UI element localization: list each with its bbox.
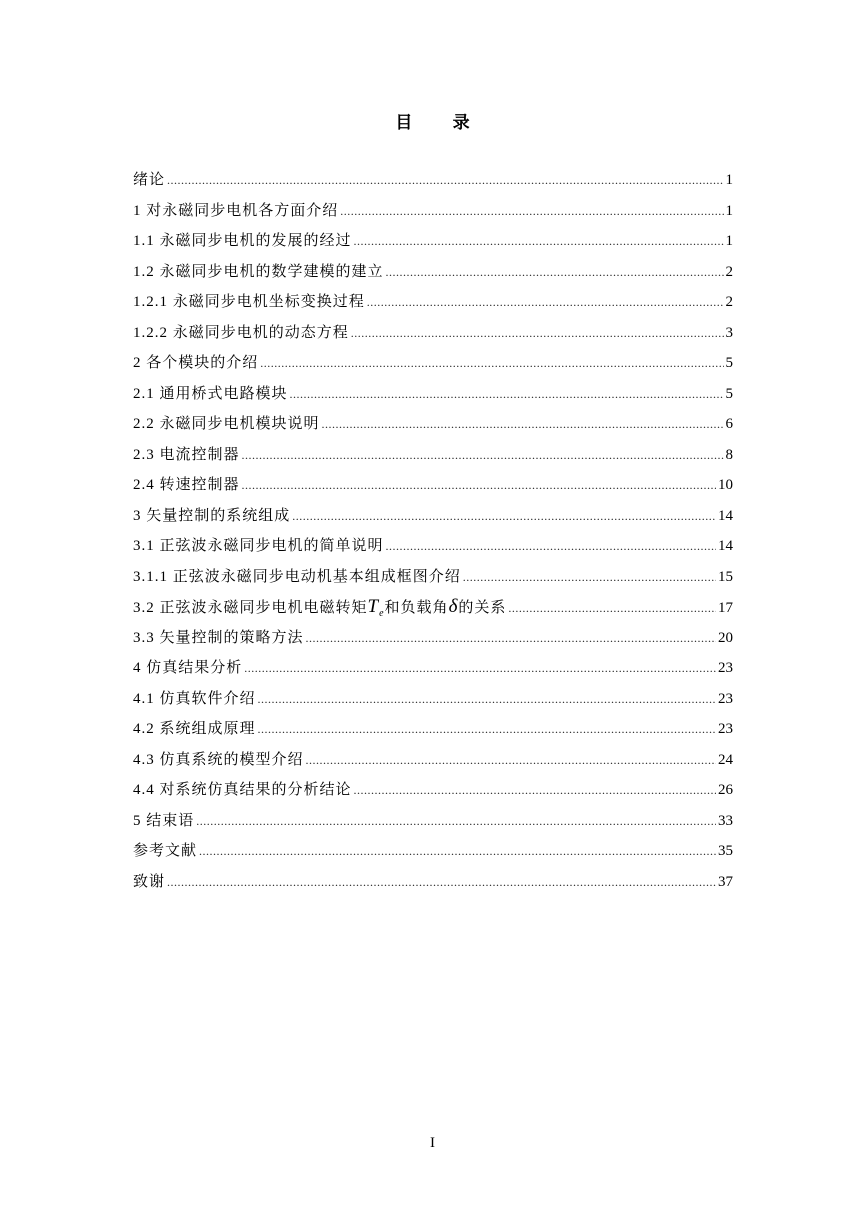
toc-entry-page: 20 xyxy=(718,629,733,646)
toc-entry[interactable] xyxy=(133,626,733,657)
toc-leader-dots xyxy=(367,290,724,314)
toc-leader-dots xyxy=(242,473,716,497)
table-of-contents xyxy=(133,168,733,900)
toc-entry[interactable] xyxy=(133,687,733,718)
toc-entry[interactable] xyxy=(133,504,733,535)
toc-entry[interactable] xyxy=(133,168,733,199)
page-number: I xyxy=(430,1135,435,1151)
toc-entry-label: 3.1.1 正弦波永磁同步电动机基本组成框图介绍 xyxy=(133,568,461,585)
toc-leader-dots xyxy=(290,382,724,406)
toc-entry-page: 14 xyxy=(718,538,733,554)
toc-entry-label: 3 矢量控制的系统组成 xyxy=(133,507,291,524)
toc-entry-label: 致谢 xyxy=(133,873,166,890)
toc-entry-label: 1.2.2 永磁同步电机的动态方程 xyxy=(133,324,349,341)
toc-entry-page: 5 xyxy=(725,385,733,402)
toc-entry[interactable] xyxy=(133,351,733,382)
toc-entry-label: 4.3 仿真系统的模型介绍 xyxy=(133,751,304,768)
toc-leader-dots xyxy=(351,321,724,345)
toc-entry-page: 35 xyxy=(718,843,733,859)
toc-entry-label: 4.1 仿真软件介绍 xyxy=(133,690,256,707)
toc-entry-page: 5 xyxy=(725,355,733,371)
toc-leader-dots xyxy=(463,565,716,589)
toc-entry-label: 参考文献 xyxy=(133,843,198,859)
toc-entry[interactable] xyxy=(133,809,733,840)
toc-leader-dots xyxy=(196,809,716,833)
toc-entry-page: 26 xyxy=(718,782,733,798)
toc-entry-page: 15 xyxy=(718,568,733,585)
toc-entry-label: 5 结束语 xyxy=(133,812,195,829)
toc-entry[interactable] xyxy=(133,595,733,626)
toc-entry-page: 6 xyxy=(725,416,733,432)
toc-leader-dots xyxy=(258,717,716,741)
toc-entry[interactable] xyxy=(133,748,733,779)
toc-leader-dots xyxy=(508,596,716,620)
toc-entry-page: 17 xyxy=(718,600,733,616)
toc-entry-page: 23 xyxy=(718,690,733,707)
toc-entry-page: 1 xyxy=(725,233,733,249)
toc-entry-label: 3.3 矢量控制的策略方法 xyxy=(133,629,304,646)
toc-leader-dots xyxy=(199,839,716,863)
toc-entry-label: 1 对永磁同步电机各方面介绍 xyxy=(133,202,339,219)
toc-entry-page: 24 xyxy=(718,751,733,768)
toc-leader-dots xyxy=(386,260,724,284)
toc-entry-page: 37 xyxy=(718,873,733,890)
toc-leader-dots xyxy=(258,687,716,711)
toc-leader-dots xyxy=(167,870,716,894)
toc-entry-label: 1.2 永磁同步电机的数学建模的建立 xyxy=(133,263,384,280)
toc-entry-page: 10 xyxy=(718,477,733,493)
toc-entry-label: 2.1 通用桥式电路模块 xyxy=(133,385,288,402)
toc-entry-page: 23 xyxy=(718,660,733,676)
toc-entry[interactable] xyxy=(133,199,733,230)
toc-leader-dots xyxy=(306,626,716,650)
toc-leader-dots xyxy=(340,199,723,223)
toc-entry-page: 1 xyxy=(725,172,733,188)
toc-entry[interactable] xyxy=(133,717,733,748)
toc-entry[interactable] xyxy=(133,870,733,901)
toc-leader-dots xyxy=(292,504,716,528)
torque-subscript: e xyxy=(379,608,385,619)
toc-leader-dots xyxy=(322,412,724,436)
toc-entry-page: 3 xyxy=(725,324,733,341)
toc-entry[interactable] xyxy=(133,260,733,291)
toc-entry-page: 8 xyxy=(725,446,733,463)
toc-entry-label: 1.2.1 永磁同步电机坐标变换过程 xyxy=(133,294,365,310)
toc-leader-dots xyxy=(354,229,724,253)
toc-entry[interactable] xyxy=(133,290,733,321)
toc-entry-page: 23 xyxy=(718,721,733,737)
toc-entry-label: 2.3 电流控制器 xyxy=(133,446,240,463)
toc-entry-page: 14 xyxy=(718,507,733,524)
toc-entry[interactable] xyxy=(133,778,733,809)
toc-leader-dots xyxy=(242,443,724,467)
toc-entry[interactable] xyxy=(133,412,733,443)
toc-leader-dots xyxy=(386,534,716,558)
toc-leader-dots xyxy=(306,748,716,772)
toc-entry[interactable] xyxy=(133,656,733,687)
toc-entry-label: 4.4 对系统仿真结果的分析结论 xyxy=(133,782,352,798)
toc-leader-dots xyxy=(244,656,716,680)
toc-entry[interactable] xyxy=(133,229,733,260)
toc-entry-page: 1 xyxy=(725,202,733,219)
toc-entry-label xyxy=(133,595,506,626)
toc-entry[interactable] xyxy=(133,534,733,565)
torque-symbol: T xyxy=(367,596,380,617)
toc-entry-label: 3.1 正弦波永磁同步电机的简单说明 xyxy=(133,538,384,554)
toc-entry[interactable] xyxy=(133,443,733,474)
toc-entry-page: 2 xyxy=(725,263,733,280)
delta-symbol: δ xyxy=(448,596,459,617)
toc-leader-dots xyxy=(167,168,723,192)
toc-entry-label: 4.2 系统组成原理 xyxy=(133,721,256,737)
toc-entry[interactable] xyxy=(133,382,733,413)
toc-leader-dots xyxy=(260,351,723,375)
toc-entry-label-suffix: 的关系 xyxy=(458,600,507,616)
toc-leader-dots xyxy=(354,778,716,802)
toc-entry-label-prefix: 3.2 正弦波永磁同步电机电磁转矩 xyxy=(133,600,368,616)
toc-entry-label: 2.4 转速控制器 xyxy=(133,477,240,493)
toc-entry[interactable] xyxy=(133,565,733,596)
toc-entry-label-middle: 和负载角 xyxy=(384,600,449,616)
toc-entry-page: 2 xyxy=(725,294,733,310)
toc-entry-label: 绪论 xyxy=(133,172,166,188)
toc-title: 目 录 xyxy=(395,113,488,132)
toc-entry-page: 33 xyxy=(718,812,733,829)
toc-entry[interactable] xyxy=(133,839,733,870)
toc-entry-label: 2.2 永磁同步电机模块说明 xyxy=(133,416,320,432)
toc-entry[interactable] xyxy=(133,473,733,504)
toc-entry-label: 4 仿真结果分析 xyxy=(133,660,243,676)
toc-entry-label: 2 各个模块的介绍 xyxy=(133,355,259,371)
toc-entry[interactable] xyxy=(133,321,733,352)
toc-entry-label: 1.1 永磁同步电机的发展的经过 xyxy=(133,233,352,249)
